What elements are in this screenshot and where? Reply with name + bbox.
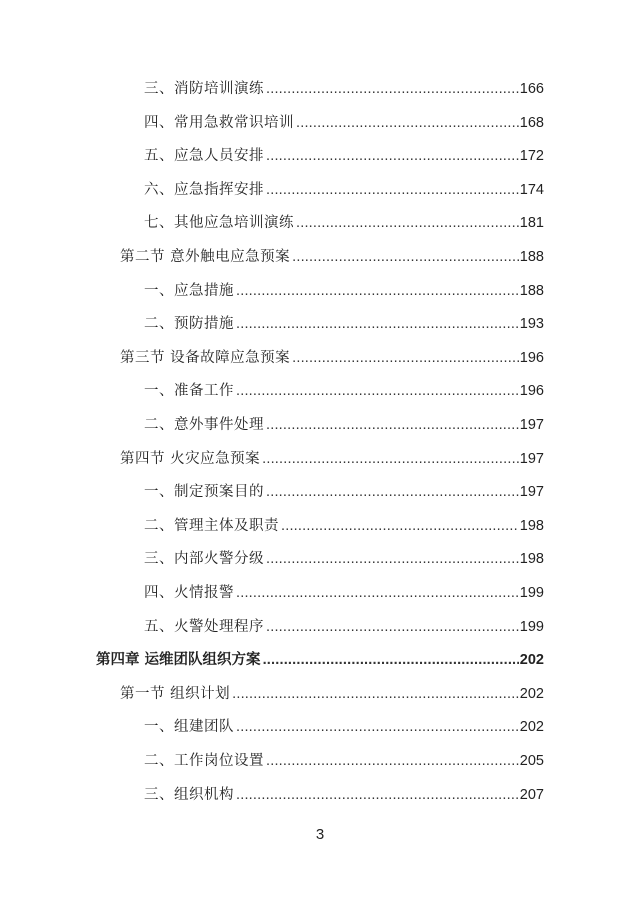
toc-entry-page: 202 [519, 652, 544, 669]
toc-entry[interactable] [144, 78, 544, 100]
toc-entry-title: 五、应急人员安排 [144, 148, 264, 165]
toc-entry[interactable] [144, 481, 544, 503]
toc-entry-title: 第四节 火灾应急预案 [120, 450, 261, 467]
dot-leader [236, 280, 519, 302]
toc-entry[interactable] [120, 683, 544, 705]
toc-entry[interactable] [144, 280, 544, 302]
dot-leader [266, 179, 519, 201]
dot-leader [266, 548, 519, 570]
dot-leader [266, 414, 519, 436]
toc-entry-title: 三、内部火警分级 [144, 551, 264, 568]
toc-entry[interactable] [144, 212, 544, 234]
toc-entry-title: 第四章 运维团队组织方案 [96, 652, 261, 669]
toc-entry-page: 197 [519, 450, 544, 467]
toc-entry-page: 197 [519, 417, 544, 433]
toc-entry-title: 第二节 意外触电应急预案 [120, 249, 291, 265]
toc-entry-page: 205 [519, 753, 544, 769]
toc-entry-page: 188 [519, 249, 544, 265]
toc-entry[interactable] [144, 112, 544, 134]
dot-leader [236, 582, 519, 604]
toc-entry-page: 207 [519, 786, 544, 803]
toc-entry[interactable] [144, 515, 544, 537]
dot-leader [296, 112, 519, 134]
toc-entry-page: 199 [519, 585, 544, 601]
toc-entry-page: 168 [519, 114, 544, 131]
dot-leader [292, 347, 519, 369]
toc-entry[interactable] [144, 414, 544, 436]
dot-leader [263, 649, 519, 671]
toc-entry-title: 第一节 组织计划 [120, 685, 231, 702]
dot-leader [236, 784, 519, 806]
toc-entry-page: 198 [519, 551, 544, 568]
toc-entry-title: 五、火警处理程序 [144, 618, 264, 635]
toc-entry-page: 197 [519, 484, 544, 501]
toc-entry-title: 六、应急指挥安排 [144, 181, 264, 198]
toc-entry-title: 四、常用急救常识培训 [144, 114, 294, 131]
toc-entry-title: 二、管理主体及职责 [144, 517, 279, 534]
dot-leader [266, 481, 519, 503]
toc-entry-title: 二、工作岗位设置 [144, 753, 264, 769]
toc-entry-title: 二、意外事件处理 [144, 417, 264, 433]
toc-entry-title: 一、制定预案目的 [144, 484, 264, 501]
toc-entry-page: 198 [519, 517, 544, 534]
dot-leader [266, 750, 519, 772]
toc-entry-page: 196 [519, 383, 544, 400]
toc-entry-title: 第三节 设备故障应急预案 [120, 349, 291, 366]
toc-entry-page: 202 [519, 719, 544, 736]
toc-entry-title: 三、组织机构 [144, 786, 234, 803]
toc-entry-page: 199 [519, 618, 544, 635]
toc-entry[interactable] [144, 145, 544, 167]
toc-entry-page: 174 [519, 181, 544, 198]
toc-entry[interactable] [144, 716, 544, 738]
toc-entry-title: 一、准备工作 [144, 383, 234, 400]
toc-entry-page: 181 [519, 215, 544, 232]
dot-leader [236, 716, 519, 738]
dot-leader [236, 313, 519, 335]
toc-entry-title: 一、应急措施 [144, 282, 234, 299]
page-number: 3 [315, 826, 325, 843]
toc-entry-page: 193 [519, 316, 544, 333]
toc-entry[interactable] [120, 448, 544, 470]
toc-entry-title: 三、消防培训演练 [144, 81, 264, 97]
dot-leader [292, 246, 519, 268]
dot-leader [266, 145, 519, 167]
toc-entry-page: 166 [519, 81, 544, 97]
toc-entry-title: 七、其他应急培训演练 [144, 215, 294, 232]
toc-entry-page: 202 [519, 685, 544, 702]
toc-entry[interactable] [144, 784, 544, 806]
dot-leader [262, 448, 519, 470]
toc-entry[interactable] [144, 750, 544, 772]
toc-entry[interactable] [144, 313, 544, 335]
toc-entry[interactable] [144, 548, 544, 570]
toc-entry[interactable] [144, 380, 544, 402]
toc-chapter-entry[interactable] [96, 649, 544, 671]
dot-leader [236, 380, 519, 402]
dot-leader [232, 683, 519, 705]
toc-entry[interactable] [144, 582, 544, 604]
toc-entry[interactable] [120, 246, 544, 268]
toc-entry-title: 四、火情报警 [144, 585, 234, 601]
dot-leader [281, 515, 519, 537]
toc-entry[interactable] [144, 179, 544, 201]
toc-entry[interactable] [120, 347, 544, 369]
dot-leader [266, 78, 519, 100]
toc-entry-title: 二、预防措施 [144, 316, 234, 333]
toc-entry-title: 一、组建团队 [144, 719, 234, 736]
toc-entry-page: 172 [519, 148, 544, 165]
toc-entry-page: 196 [519, 349, 544, 366]
dot-leader [296, 212, 519, 234]
toc-entry[interactable] [144, 616, 544, 638]
dot-leader [266, 616, 519, 638]
toc-entry-page: 188 [519, 282, 544, 299]
